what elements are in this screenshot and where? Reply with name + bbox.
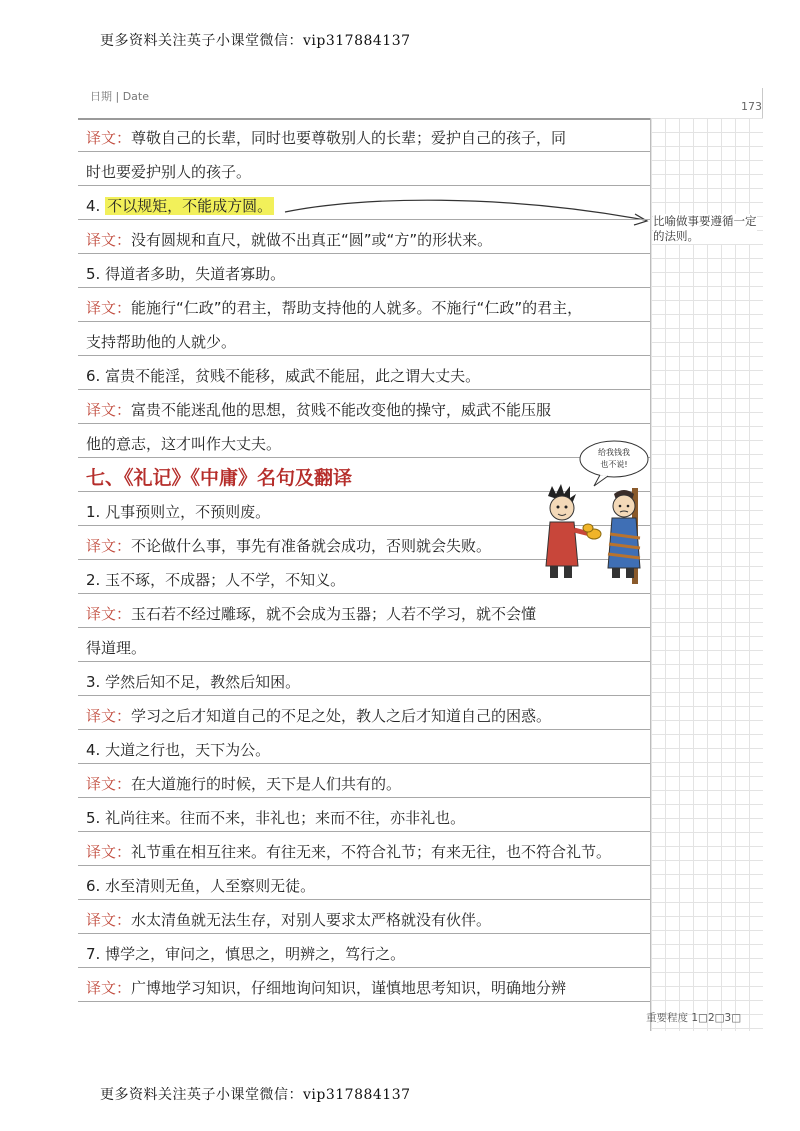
notebook-page (78, 88, 763, 1031)
text-line (78, 390, 650, 424)
cartoon-illustration (528, 438, 653, 586)
line-text: 1. 凡事预则立，不预则废。 (86, 503, 271, 521)
text-line (78, 764, 650, 798)
speech-text-1: 给我钱我 (598, 448, 630, 457)
line-text: 5. 礼尚往来。往而不来，非礼也；来而不往，亦非礼也。 (86, 809, 466, 827)
line-text: 礼节重在相互往来。有往无来，不符合礼节；有来无往，也不符合礼节。 (131, 843, 612, 861)
translation-label: 译文： (86, 979, 132, 997)
watermark-top: 更多资料关注英子小课堂微信：vip317884137 (100, 33, 411, 49)
line-text: 能施行“仁政”的君主，帮助支持他的人就多。不施行“仁政”的君主， (131, 299, 583, 317)
line-text: 玉石若不经过雕琢，就不会成为玉器；人若不学习，就不会懂 (131, 605, 537, 623)
line-text: 广博地学习知识，仔细地询问知识，谨慎地思考知识，明确地分辨 (131, 979, 567, 997)
translation-label: 译文： (86, 843, 132, 861)
text-line (78, 798, 650, 832)
line-text: 水太清鱼就无法生存，对别人要求太严格就没有伙伴。 (131, 911, 492, 929)
text-line (78, 730, 650, 764)
line-text: 3. 学然后知不足，教然后知困。 (86, 673, 301, 691)
text-line (78, 696, 650, 730)
text-line (78, 322, 650, 356)
translation-label: 译文： (86, 299, 132, 317)
watermark-bottom: 更多资料关注英子小课堂微信：vip317884137 (100, 1087, 411, 1103)
text-line (78, 254, 650, 288)
speech-text-2: 也不说! (600, 460, 628, 469)
translation-label: 译文： (86, 911, 132, 929)
text-line (78, 186, 650, 220)
page-number: 173 (741, 100, 762, 113)
text-line (78, 968, 650, 1002)
margin-grid (650, 118, 763, 1031)
text-line (78, 356, 650, 390)
line-text: 6. 水至清则无鱼，人至察则无徒。 (86, 877, 316, 895)
line-text: 得道理。 (86, 639, 147, 657)
translation-label: 译文： (86, 775, 132, 793)
line-text: 6. 富贵不能淫，贫贱不能移，威武不能屈，此之谓大丈夫。 (86, 367, 481, 385)
line-text: 支持帮助他的人就少。 (86, 333, 237, 351)
text-line (78, 220, 650, 254)
translation-label: 译文： (86, 537, 132, 555)
line-text: 2. 玉不琢，不成器；人不学，不知义。 (86, 571, 346, 589)
text-line (78, 628, 650, 662)
date-header: 日期 | Date (90, 90, 149, 103)
line-text: 学习之后才知道自己的不足之处，教人之后才知道自己的困惑。 (131, 707, 552, 725)
text-line (78, 832, 650, 866)
line-text: 时也要爱护别人的孩子。 (86, 163, 252, 181)
line-text: 7. 博学之，审问之，慎思之，明辨之，笃行之。 (86, 945, 406, 963)
text-line (78, 934, 650, 968)
text-line (78, 662, 650, 696)
text-line (78, 866, 650, 900)
line-text: 在大道施行的时候，天下是人们共有的。 (131, 775, 402, 793)
text-line (78, 288, 650, 322)
item-number: 4. (86, 197, 106, 215)
translation-label: 译文： (86, 605, 132, 623)
translation-label: 译文： (86, 707, 132, 725)
text-line (78, 900, 650, 934)
line-text: 不论做什么事，事先有准备就会成功，否则就会失败。 (131, 537, 492, 555)
text-line (78, 152, 650, 186)
highlighted-quote: 不以规矩，不能成方圆。 (107, 197, 273, 215)
line-text: 4. 大道之行也，天下为公。 (86, 741, 271, 759)
side-note: 比喻做事要遵循一定的法则。 (653, 214, 757, 243)
line-text: 尊敬自己的长辈，同时也要尊敬别人的长辈；爱护自己的孩子，同 (131, 129, 567, 147)
translation-label: 译文： (86, 231, 132, 249)
translation-label: 译文： (86, 129, 132, 147)
line-text: 他的意志，这才叫作大丈夫。 (86, 435, 282, 453)
section-heading: 七、《礼记》《中庸》名句及翻译 (86, 467, 353, 489)
line-text: 没有圆规和直尺，就做不出真正“圆”或“方”的形状来。 (131, 231, 493, 249)
line-text: 5. 得道者多助，失道者寡助。 (86, 265, 286, 283)
text-line (78, 594, 650, 628)
text-line (78, 118, 650, 152)
line-text: 富贵不能迷乱他的思想，贫贱不能改变他的操守，威武不能压服 (131, 401, 552, 419)
importance-rating: 重要程度 1□2□3□ (646, 1012, 742, 1024)
translation-label: 译文： (86, 401, 132, 419)
